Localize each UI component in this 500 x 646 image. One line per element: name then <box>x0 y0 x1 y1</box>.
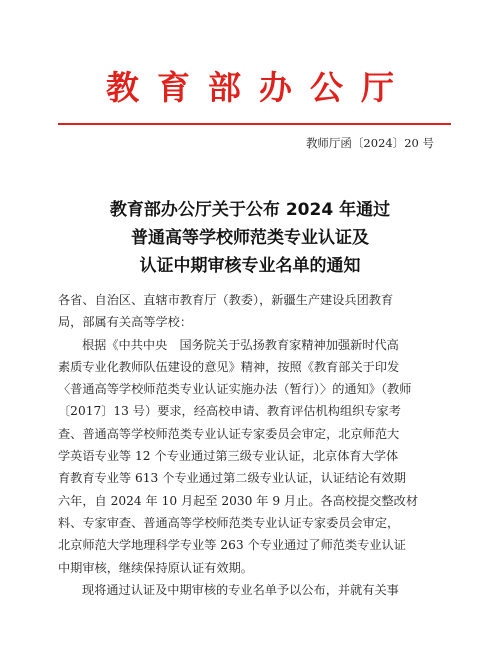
main-paragraph <box>58 334 448 579</box>
text-line: 素质专业化教师队伍建设的意见》精神，按照《教育部关于印发 <box>58 359 400 374</box>
red-header-rule <box>58 123 451 125</box>
text-line: 中期审核，继续保持原认证有效期。 <box>58 560 253 575</box>
text-line: 现将通过认证及中期审核的专业名单予以公布，并就有关事 <box>82 582 399 597</box>
text-line: 六年，自 2024 年 10 月起至 2030 年 9 月止。各高校提交整改材 <box>58 493 419 508</box>
title-line: 认证中期审核专业名单的通知 <box>139 256 361 276</box>
closing-paragraph <box>58 579 448 601</box>
text-line: 北京师范大学地理科学专业等 263 个专业通过了师范类专业认证 <box>58 538 406 553</box>
text-line: 根据《中共中央 国务院关于弘扬教育家精神加强新时代高 <box>82 337 399 352</box>
text-line: 学英语专业等 12 个专业通过第三级专业认证，北京体育大学体 <box>58 449 399 464</box>
title-line: 教育部办公厅关于公布 2024 年通过 <box>109 200 391 220</box>
notice-body <box>58 289 448 601</box>
text-line: 各省、自治区、直辖市教育厅（教委），新疆生产建设兵团教育 <box>58 293 394 307</box>
text-line: 〈普通高等学校师范类专业认证实施办法（暂行）〉的通知》（教师 <box>58 382 412 397</box>
title-line: 普通高等学校师范类专业认证及 <box>131 228 369 248</box>
issuing-agency-header: 教育部办公厅 <box>106 68 412 107</box>
text-line: 局，部属有关高等学校： <box>58 315 193 330</box>
addressee-paragraph <box>58 289 448 334</box>
text-line: 料、专家审查、普通高等学校师范类专业认证专家委员会审定， <box>58 515 400 530</box>
notice-title <box>0 196 500 280</box>
text-line: 〔2017〕13 号）要求，经高校申请、教育评估机构组织专家考 <box>58 404 401 419</box>
text-line: 查、普通高等学校师范类专业认证专家委员会审定，北京师范大 <box>58 426 400 441</box>
text-line: 育教育专业等 613 个专业通过第二级专业认证，认证结论有效期 <box>58 471 406 486</box>
document-number: 教师厅函〔2024〕20 号 <box>305 136 434 150</box>
